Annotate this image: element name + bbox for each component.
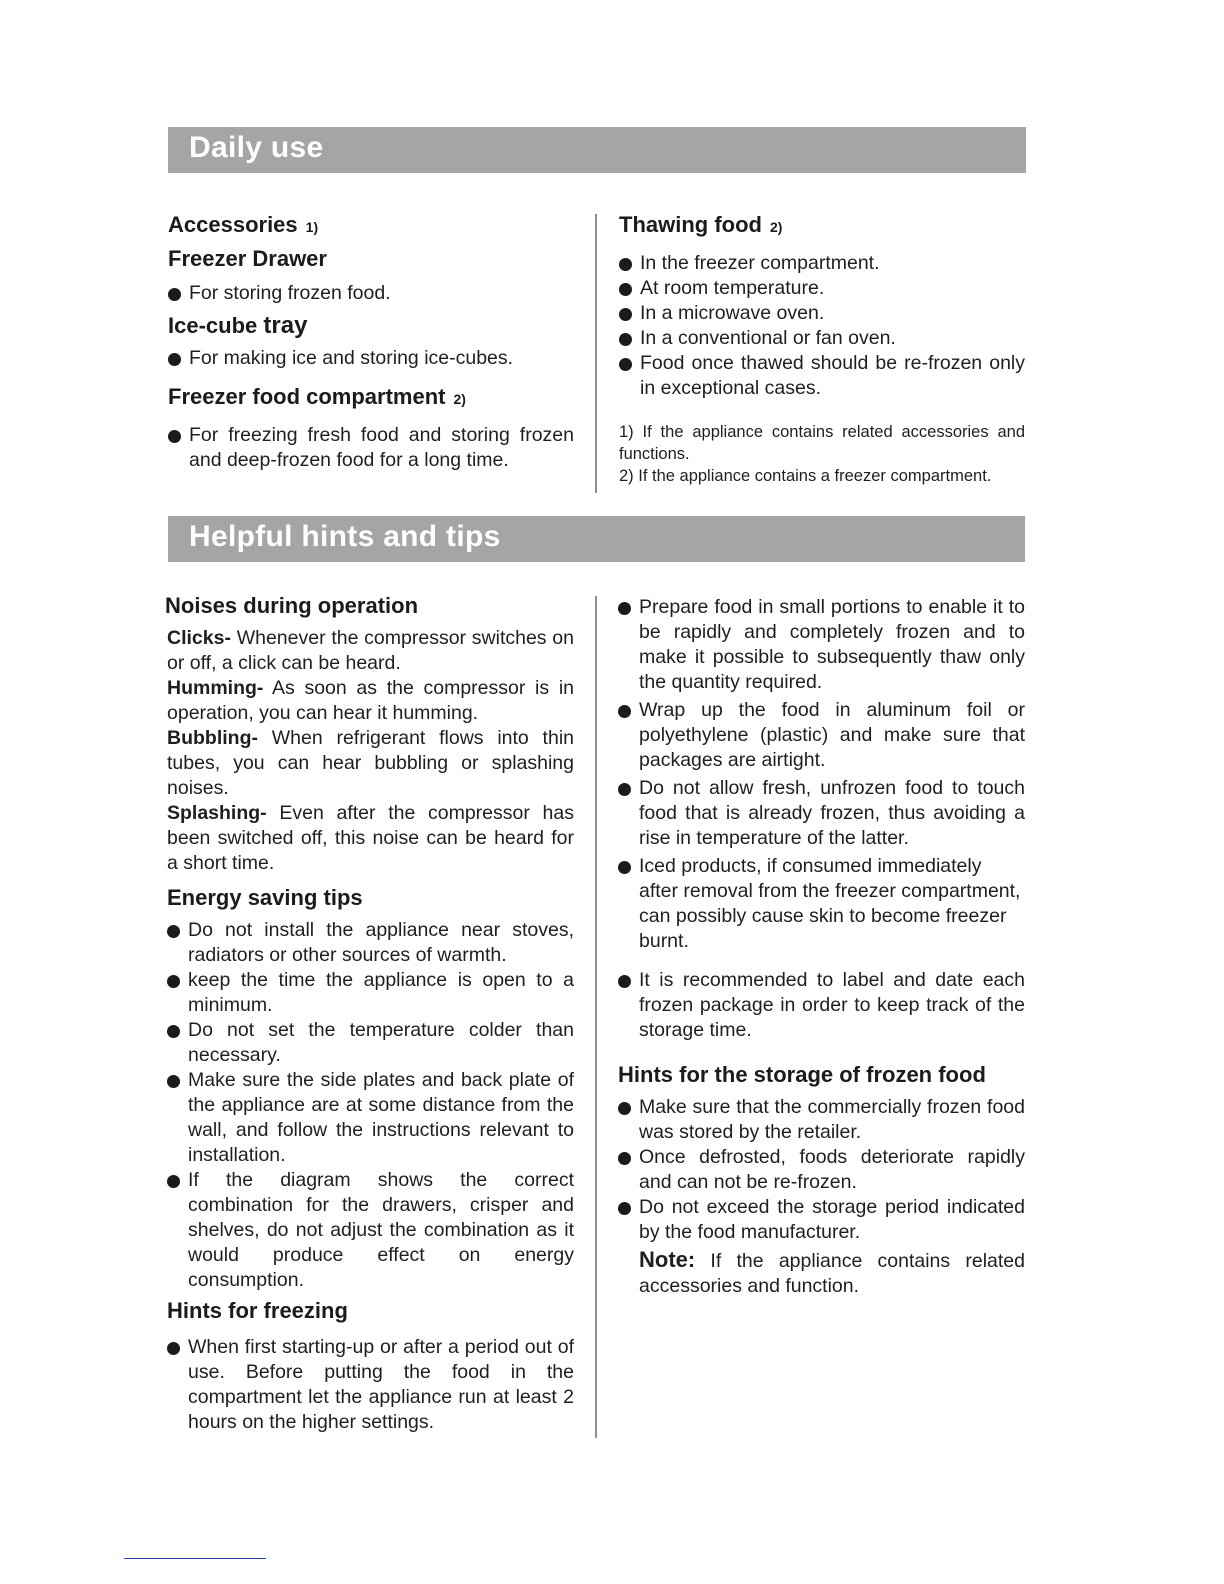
storage-item: Do not exceed the storage period indicated by the food manufacturer.	[618, 1195, 1025, 1245]
note-text: If the appliance contains related accessories and function.	[639, 1250, 1025, 1297]
helpful-hints-title: Helpful hints and tips	[189, 520, 501, 553]
energy-item: Do not install the appliance near stoves, radiators or other sources of warmth.	[167, 918, 574, 968]
footnote-2: 2) If the appliance contains a freezer compartment.	[619, 467, 992, 485]
noise-item	[167, 726, 574, 801]
icecube-heading	[168, 312, 574, 340]
energy-list	[167, 918, 574, 1293]
storage-heading: Hints for the storage of frozen food	[618, 1062, 986, 1087]
noise-item	[167, 801, 574, 876]
daily-left-column	[168, 211, 574, 473]
noises-heading: Noises during operation	[165, 593, 419, 618]
noise-label: Clicks-	[167, 627, 231, 649]
thawing-item: In a conventional or fan oven.	[619, 326, 1025, 351]
storage-item: Once defrosted, foods deteriorate rapidly and can not be re-frozen.	[618, 1145, 1025, 1195]
freezing-list	[167, 1335, 574, 1435]
freezing-tip-item: It is recommended to label and date each frozen package in order to keep track of the storage time.	[618, 968, 1025, 1043]
accessories-footnote-ref: 1)	[305, 219, 319, 235]
icecube-item: For making ice and storing ice-cubes.	[168, 346, 574, 371]
daily-column-divider	[595, 214, 597, 493]
noise-label: Humming-	[167, 677, 264, 699]
storage-note	[618, 1247, 1025, 1299]
thawing-heading-text: Thawing food	[619, 212, 762, 237]
noise-text: Even after the compressor has been switched off, this noise can be heard for a short time.	[167, 802, 574, 874]
thawing-item: In the freezer compartment.	[619, 251, 1025, 276]
freezing-item: When first starting-up or after a period out of use. Before putting the food in the compartment let the appliance run at least 2 hours on the higher settings.	[167, 1335, 574, 1435]
note-label: Note:	[639, 1247, 696, 1272]
freezer-drawer-item: For storing frozen food.	[168, 281, 574, 306]
daily-use-title: Daily use	[189, 131, 324, 164]
freezing-heading: Hints for freezing	[167, 1298, 348, 1323]
energy-item: Make sure the side plates and back plate of the appliance are at some distance from the wall, and follow the instructions relevant to installation.	[167, 1068, 574, 1168]
thawing-heading	[619, 211, 1025, 241]
thawing-footnote-ref: 2)	[769, 219, 783, 235]
noise-item	[167, 626, 574, 676]
thawing-item: In a microwave oven.	[619, 301, 1025, 326]
freezing-tip-item: Do not allow fresh, unfrozen food to touch food that is already frozen, thus avoiding a rise in temperature of the latter.	[618, 776, 1025, 851]
storage-item: Make sure that the commercially frozen food was stored by the retailer.	[618, 1095, 1025, 1145]
compartment-heading	[168, 383, 574, 413]
footnote-1: 1) If the appliance contains related accessories and functions.	[619, 423, 1025, 463]
energy-item: Do not set the temperature colder than necessary.	[167, 1018, 574, 1068]
hints-right-column	[618, 595, 1025, 1299]
noises-list	[167, 626, 574, 876]
storage-list	[618, 1095, 1025, 1245]
noise-label: Splashing-	[167, 802, 267, 824]
thawing-list	[619, 251, 1025, 401]
compartment-footnote-ref: 2)	[453, 391, 466, 407]
freezing-tip-item: Iced products, if consumed immediately after removal from the freezer compartment, can possibly cause skin to become freezer burnt.	[618, 854, 1025, 954]
hints-column-divider	[595, 596, 597, 1438]
noise-item	[167, 676, 574, 726]
compartment-heading-text: Freezer food compartment	[168, 384, 446, 409]
noise-text: When refrigerant flows into thin tubes, you can hear bubbling or splashing noises.	[167, 727, 574, 799]
energy-item: If the diagram shows the correct combination for the drawers, crisper and shelves, do not adjust the combination as it would produce effect on energy consumption.	[167, 1168, 574, 1293]
freezer-drawer-heading: Freezer Drawer	[168, 246, 327, 271]
footer-rule	[124, 1558, 266, 1559]
compartment-item: For freezing fresh food and storing frozen and deep-frozen food for a long time.	[168, 423, 574, 473]
accessories-text: Accessories	[168, 212, 298, 237]
energy-item: keep the time the appliance is open to a minimum.	[167, 968, 574, 1018]
noise-text: Whenever the compressor switches on or off, a click can be heard.	[167, 627, 574, 674]
noise-text: As soon as the compressor is in operation, you can hear it humming.	[167, 677, 574, 724]
icecube-heading-part2: tray	[263, 312, 308, 339]
daily-right-column	[619, 211, 1025, 487]
thawing-item: Food once thawed should be re-frozen only in exceptional cases.	[619, 351, 1025, 401]
accessories-heading	[168, 211, 574, 241]
freezing-tip-item: Wrap up the food in aluminum foil or polyethylene (plastic) and make sure that packages are airtight.	[618, 698, 1025, 773]
energy-heading: Energy saving tips	[167, 885, 363, 910]
daily-use-banner	[168, 127, 1026, 173]
freezing-tip-item: Prepare food in small portions to enable it to be rapidly and completely frozen and to make it possible to subsequently thaw only the quantity required.	[618, 595, 1025, 695]
helpful-hints-banner	[168, 516, 1025, 562]
thawing-item: At room temperature.	[619, 276, 1025, 301]
hints-left-column	[167, 592, 574, 1435]
noise-label: Bubbling-	[167, 727, 258, 749]
icecube-heading-part1: Ice-cube	[168, 313, 258, 338]
